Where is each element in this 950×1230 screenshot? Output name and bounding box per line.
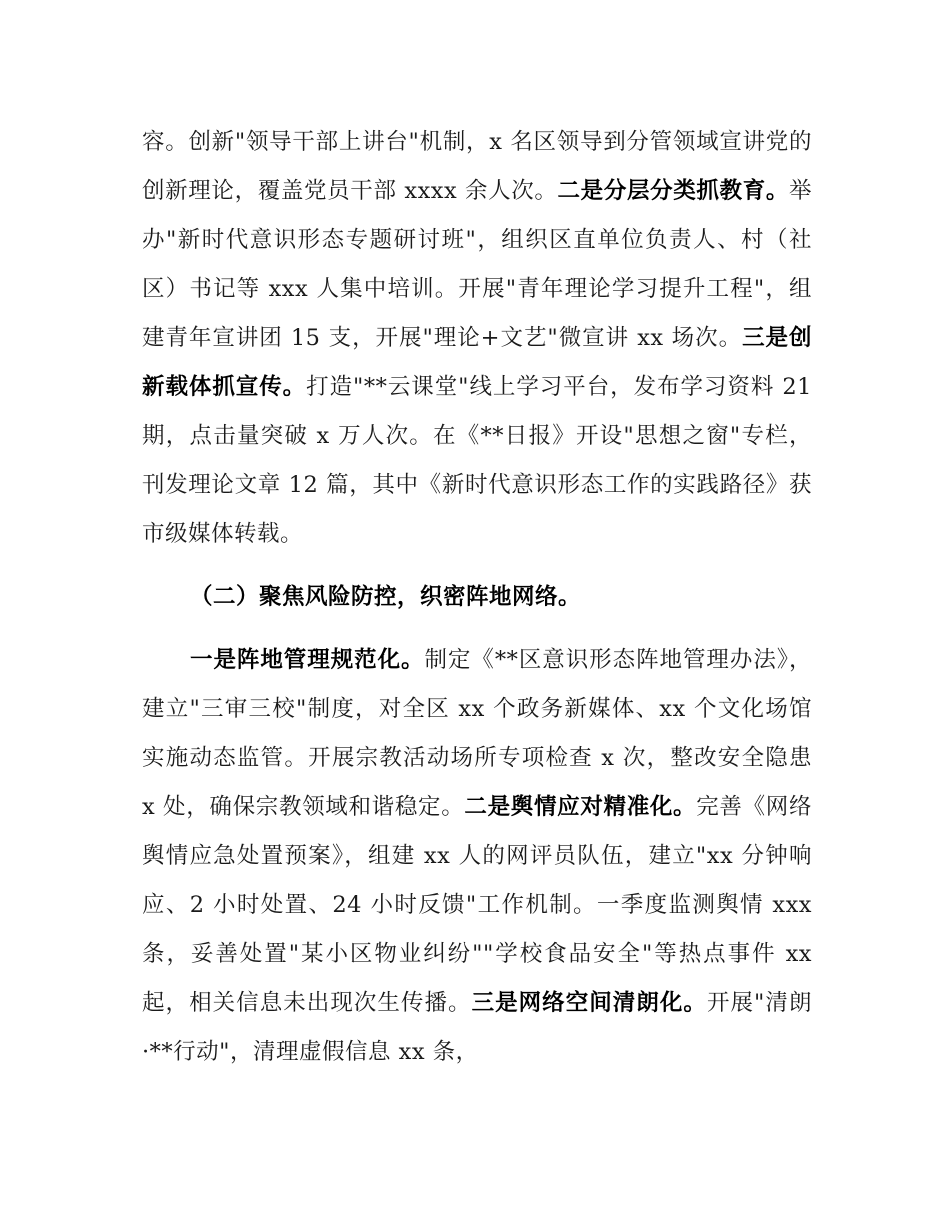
paragraph-text: 开展"清朗·**行动"，清理虚假信息 xx 条， [142,990,812,1065]
paragraph-text: 完善《网络舆情应急处置预案》，组建 xx 人的网评员队伍，建立"xx 分钟响应、2 小时处置、24 小时反馈"工作机制。一季度监测舆情 xxx 条，妥善处置"某小区物业纠纷""学校食品安全"等热点事件 xx 起，相关信息未出现次生传播。 [142,794,812,1016]
section-heading-text: （二）聚焦风险防控，织密阵地网络。 [190,584,582,610]
document-page [142,118,812,1077]
paragraph-text: 打造"**云课堂"线上学习平台，发布学习资料 21 期，点击量突破 x 万人次。在《**日报》开设"思想之窗"专栏，刊发理论文章 12 篇，其中《新时代意识形态工作的实践路径》获市级媒体转载。 [142,374,812,547]
bold-lead-phrase: 三是创新载体抓宣传。 [142,325,812,400]
bold-lead-phrase: 二是分层分类抓教育。 [557,178,789,204]
paragraph-education [142,118,812,559]
paragraph-text: 容。创新"领导干部上讲台"机制，x 名区领导到分管领域宣讲党的创新理论，覆盖党员干部 xxxx 余人次。 [142,129,812,204]
bold-lead-phrase: 三是网络空间清朗化。 [471,990,707,1016]
section-heading [142,573,812,622]
paragraph-text: 举办"新时代意识形态专题研讨班"，组织区直单位负责人、村（社区）书记等 xxx 人集中培训。开展"青年理论学习提升工程"，组建青年宣讲团 15 支，开展"理论+文艺"微宣讲 xx 场次。 [142,178,812,351]
paragraph-risk-control [142,636,812,1077]
bold-lead-phrase: 二是舆情应对精准化。 [464,794,697,820]
paragraph-text: 制定《**区意识形态阵地管理办法》，建立"三审三校"制度，对全区 xx 个政务新媒体、xx 个文化场馆实施动态监管。开展宗教活动场所专项检查 x 次，整改安全隐患 x 处，确保宗教领域和谐稳定。 [142,647,812,820]
bold-lead-phrase: 一是阵地管理规范化。 [190,647,425,673]
